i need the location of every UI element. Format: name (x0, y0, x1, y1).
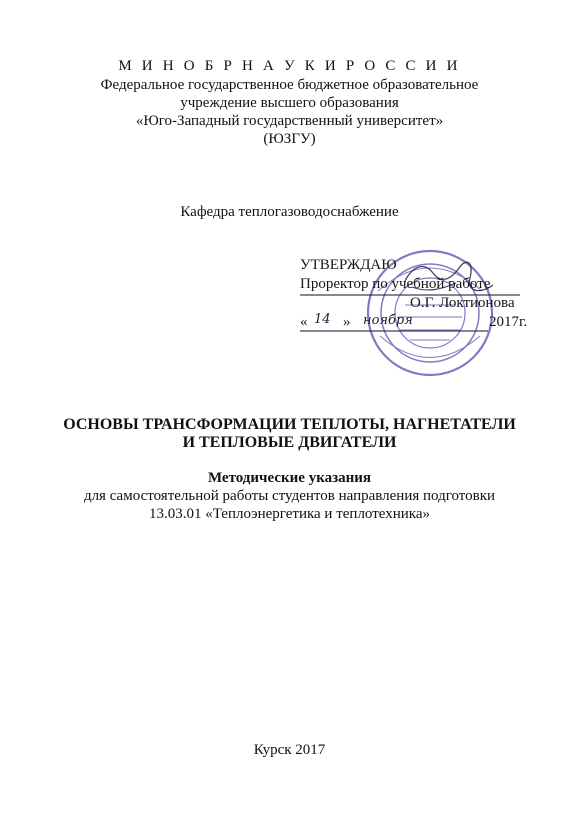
approval-month: ноября (363, 313, 413, 328)
document-subtitle-line-2: 13.03.01 «Теплоэнергетика и теплотехника» (148, 506, 431, 522)
institution-abbreviation: (ЮЗГУ) (263, 131, 316, 147)
footer-city-year: Курск 2017 (253, 742, 326, 758)
ministry-name: М И Н О Б Р Н А У К И Р О С С И И (118, 58, 461, 74)
approver-position: Проректор по учебной работе (300, 276, 491, 292)
stamp-arc-bottom (380, 336, 480, 358)
date-open-quote: « (300, 314, 308, 330)
document-title-line-2: И ТЕПЛОВЫЕ ДВИГАТЕЛИ (182, 434, 397, 451)
document-title-line-1: ОСНОВЫ ТРАНСФОРМАЦИИ ТЕПЛОТЫ, НАГНЕТАТЕЛИ (63, 416, 516, 433)
approval-day: 14 (314, 312, 331, 327)
institution-line-2: учреждение высшего образования (180, 95, 399, 111)
approval-block (260, 243, 540, 383)
approver-name: О.Г. Локтионова (410, 295, 515, 311)
institution-line-3: «Юго-Западный государственный университет» (135, 113, 444, 129)
approval-year: 2017г. (489, 314, 528, 330)
approve-heading: УТВЕРЖДАЮ (300, 257, 397, 273)
department-name: Кафедра теплогазоводоснабжение (180, 204, 399, 220)
institution-line-1: Федеральное государственное бюджетное образовательное (100, 77, 479, 93)
document-subtitle-heading: Методические указания (207, 470, 372, 486)
date-close-quote: » (343, 314, 351, 330)
document-subtitle-line-1: для самостоятельной работы студентов направления подготовки (83, 488, 496, 504)
